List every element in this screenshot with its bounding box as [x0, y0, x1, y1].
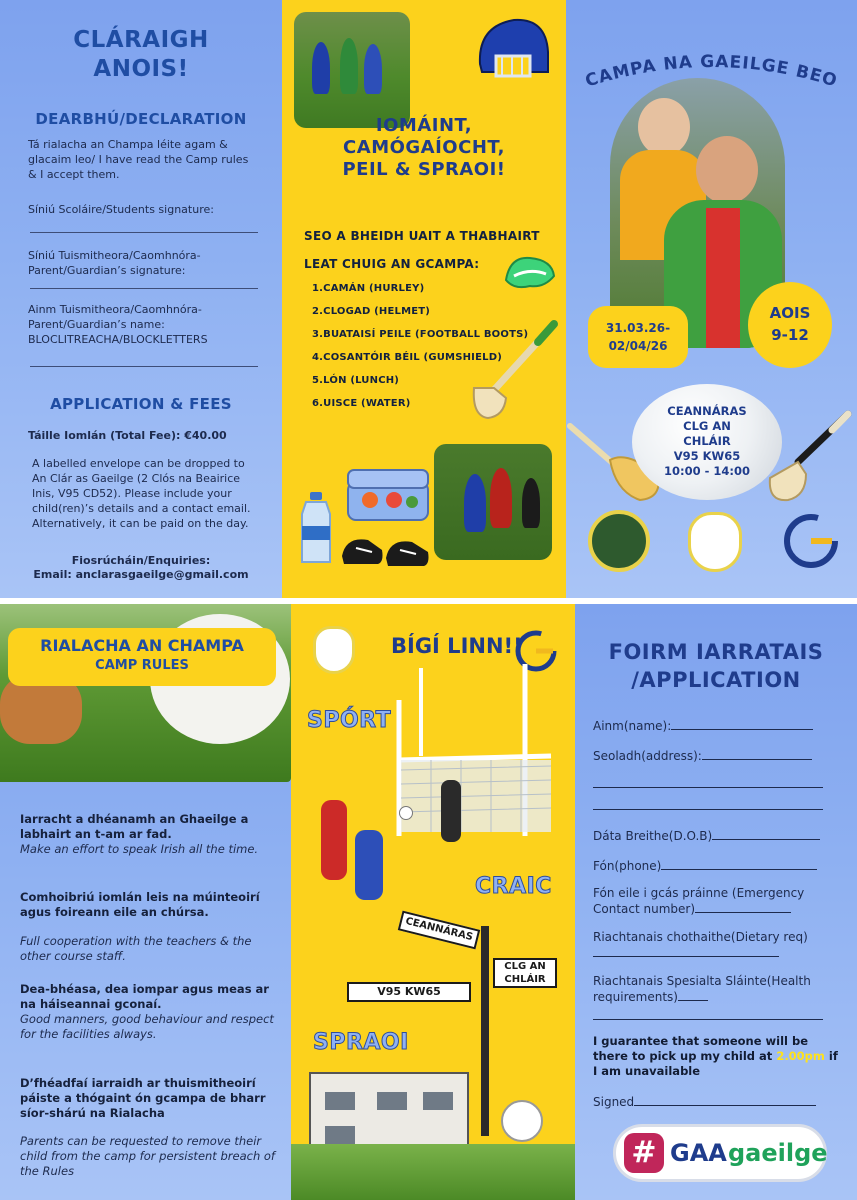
health-line-2[interactable] — [593, 1008, 841, 1024]
form-title — [575, 638, 857, 694]
application-fees-title: APPLICATION & FEES — [50, 395, 232, 413]
hurler-red — [321, 800, 347, 880]
sign-clg — [493, 958, 557, 988]
hurling-kids-photo — [294, 12, 410, 128]
spraoi-word: SPRAOI — [313, 1030, 409, 1055]
name-label: Ainm(name): — [593, 719, 672, 733]
sport-word: SPÓRT — [307, 708, 392, 733]
brochure-inside — [0, 604, 857, 1200]
date-to: 02/04/26 — [608, 339, 668, 353]
sliotar-ball — [501, 1100, 543, 1142]
pickup-time: 2.00pm — [776, 1049, 825, 1063]
craic-word: CRAIC — [475, 874, 552, 899]
football-boots-icon — [338, 530, 434, 570]
g-logo-icon — [782, 512, 840, 570]
envelope-instructions: A labelled envelope can be dropped to An Clár as Gaeilge (2 Clós na Beairice Inis, V95 CD52). Please include your child(ren)’s details and a contact email. Alternatively, it can be paid on the day. — [32, 457, 251, 530]
sports-headline: IOMÁINT, CAMÓGAÍOCHT, PEIL & SPRAOI! — [342, 115, 506, 180]
form-title-line-1: FOIRM IARRATAIS — [608, 640, 824, 664]
emergency-label: Fón eile i gcás práinne (Emergency Contact number) — [593, 886, 805, 916]
hurley-icon — [464, 318, 564, 424]
rule-2-english: Full cooperation with the teachers & the other course staff. — [20, 934, 252, 963]
club-crest-logo — [588, 510, 650, 572]
address-field[interactable] — [593, 748, 841, 764]
goalposts-icon — [391, 660, 561, 850]
gumshield-icon — [500, 250, 560, 294]
equipment-panel — [282, 0, 566, 598]
dob-label: Dáta Breithe(D.O.B) — [593, 829, 713, 843]
guarantee-text-2: if I am unavailable — [593, 1049, 838, 1078]
venue-line-3: CHLÁIR — [683, 434, 731, 448]
grass-strip — [291, 1144, 575, 1200]
dates-badge — [588, 306, 688, 368]
rule-4-english: Parents can be requested to remove their child from the camp for persistent breach of the Rules — [20, 1134, 275, 1178]
enquiries-email[interactable]: Email: anclarasgaeilge@gmail.com — [33, 568, 249, 581]
join-us-panel — [291, 604, 575, 1200]
address-line-2[interactable] — [593, 776, 841, 792]
parent-name-line[interactable] — [30, 366, 258, 367]
bring-heading-1: SEO A BHEIDH UAIT A THABHAIRT — [304, 229, 540, 243]
age-badge — [748, 282, 832, 368]
rule-4-irish: D’fhéadfaí iarraidh ar thuismitheoirí páiste a thógaint ón gcampa de bharr síor-shárú na Rialacha — [20, 1076, 266, 1120]
rule-3-english: Good manners, good behaviour and respect for the facilities always. — [20, 1012, 274, 1041]
student-signature-line[interactable] — [30, 232, 258, 233]
camp-rules-panel — [0, 604, 291, 1200]
student-signature-label: Síniú Scoláire/Students signature: — [28, 203, 214, 216]
form-title-line-2: /APPLICATION — [631, 668, 801, 692]
helmet-icon — [472, 12, 552, 84]
signed-label: Signed — [593, 1095, 635, 1109]
sign-eircode: V95 KW65 — [347, 982, 471, 1002]
address-label: Seoladh(address): — [593, 749, 702, 763]
camp-time: 10:00 - 14:00 — [664, 464, 750, 478]
item-lunch: 5.LÓN (LUNCH) — [312, 375, 400, 386]
gaa-gaeilge-logo — [613, 1124, 827, 1182]
register-now-heading: CLÁRAIGH ANOIS! — [73, 27, 209, 82]
rule-1-english: Make an effort to speak Irish all the time. — [20, 842, 259, 856]
rule-1-irish: Iarracht a dhéanamh an Ghaeilge a labhairt an t-am ar fad. — [20, 812, 249, 841]
camp-info-panel — [566, 0, 857, 598]
name-field[interactable] — [593, 718, 841, 734]
venue-line-1: CEANNÁRAS — [667, 404, 747, 418]
rules-banner — [8, 628, 276, 686]
rule-2-irish: Comhoibriú iomlán leis na múinteoirí agus foireann eile an chúrsa. — [20, 890, 260, 919]
item-gumshield: 4.COSANTÓIR BÉIL (GUMSHIELD) — [312, 352, 502, 363]
logo-gaa: GAA — [670, 1139, 727, 1167]
parent-signature-label: Síniú Tuismitheora/Caomhnóra-Parent/Guardian’s signature: — [28, 249, 201, 277]
rules-subtitle: CAMP RULES — [95, 658, 189, 673]
total-fee: Táille Iomlán (Total Fee): €40.00 — [28, 429, 227, 442]
rules-title: RIALACHA AN CHAMPA — [40, 636, 244, 655]
venue-eircode: V95 KW65 — [673, 449, 741, 463]
football-kids-photo — [434, 444, 552, 560]
svg-text:CAMPA NA GAEILGE BEO: CAMPA NA GAEILGE BEO — [583, 51, 840, 92]
football-ball — [399, 806, 413, 820]
water-bottle-icon — [296, 490, 336, 566]
bring-heading-2: LEAT CHUIG AN GCAMPA: — [304, 257, 480, 271]
health-label: Riachtanais Spesialta Sláinte(Health requirements) — [593, 974, 811, 1004]
parent-name-label: Ainm Tuismitheora/Caomhnóra-Parent/Guardian’s name: BLOCLITREACHA/BLOCKLETTERS — [28, 303, 208, 346]
logo-gaeilge: gaeilge — [728, 1139, 828, 1167]
hurler-blue — [355, 830, 383, 900]
dietary-label: Riachtanais chothaithe(Dietary req) — [593, 930, 808, 944]
clare-gaa-crest-small-logo — [313, 626, 355, 674]
item-hurley: 1.CAMÁN (HURLEY) — [312, 283, 425, 294]
guarantee-text-1: I guarantee that someone will be there to pick up my child at — [593, 1034, 809, 1063]
kicking-player — [441, 780, 461, 842]
item-boots: 3.BUATAISÍ PEILE (FOOTBALL BOOTS) — [312, 329, 529, 340]
declaration-title: DEARBHÚ/DECLARATION — [35, 110, 247, 128]
clare-gaa-crest-logo — [688, 512, 742, 572]
item-helmet: 2.CLOGAD (HELMET) — [312, 306, 431, 317]
hurley-right-icon — [762, 408, 854, 504]
lunchbox-icon — [344, 466, 434, 524]
pickup-guarantee — [593, 1034, 845, 1079]
rule-3-irish: Dea-bhéasa, dea iompar agus meas ar na háiseannai gconaí. — [20, 982, 269, 1011]
join-us-heading: BÍGÍ LINN!! — [391, 634, 523, 658]
registration-panel — [0, 0, 282, 598]
sign-clg-line-1: CLG AN — [504, 961, 546, 972]
sign-clg-line-2: CHLÁIR — [504, 974, 546, 985]
enquiries-label: Fiosrúcháin/Enquiries: — [71, 554, 211, 567]
phone-label: Fón(phone) — [593, 859, 662, 873]
age-label: AOIS — [769, 304, 811, 322]
item-water: 6.UISCE (WATER) — [312, 398, 411, 409]
health-field[interactable] — [593, 974, 829, 1005]
dietary-field[interactable] — [593, 930, 817, 961]
age-range: 9-12 — [771, 326, 809, 344]
sign-ceannaras: CEANNÁRAS — [398, 911, 480, 950]
signpost-pole — [481, 926, 489, 1136]
venue-line-2: CLG AN — [683, 419, 731, 433]
phone-field[interactable] — [593, 858, 841, 874]
logo-hash: # — [624, 1133, 664, 1173]
brochure-outside — [0, 0, 857, 598]
signed-field[interactable] — [593, 1094, 841, 1110]
venue-ball — [632, 384, 782, 500]
emergency-field[interactable] — [593, 886, 831, 917]
address-line-3[interactable] — [593, 798, 841, 814]
date-from: 31.03.26- — [605, 321, 671, 335]
declaration-text: Tá rialacha an Champa léite agam & glacaim leo/ I have read the Camp rules & I accept them. — [28, 138, 249, 181]
dob-field[interactable] — [593, 828, 841, 844]
application-form-panel — [575, 604, 857, 1200]
parent-signature-line[interactable] — [30, 288, 258, 289]
